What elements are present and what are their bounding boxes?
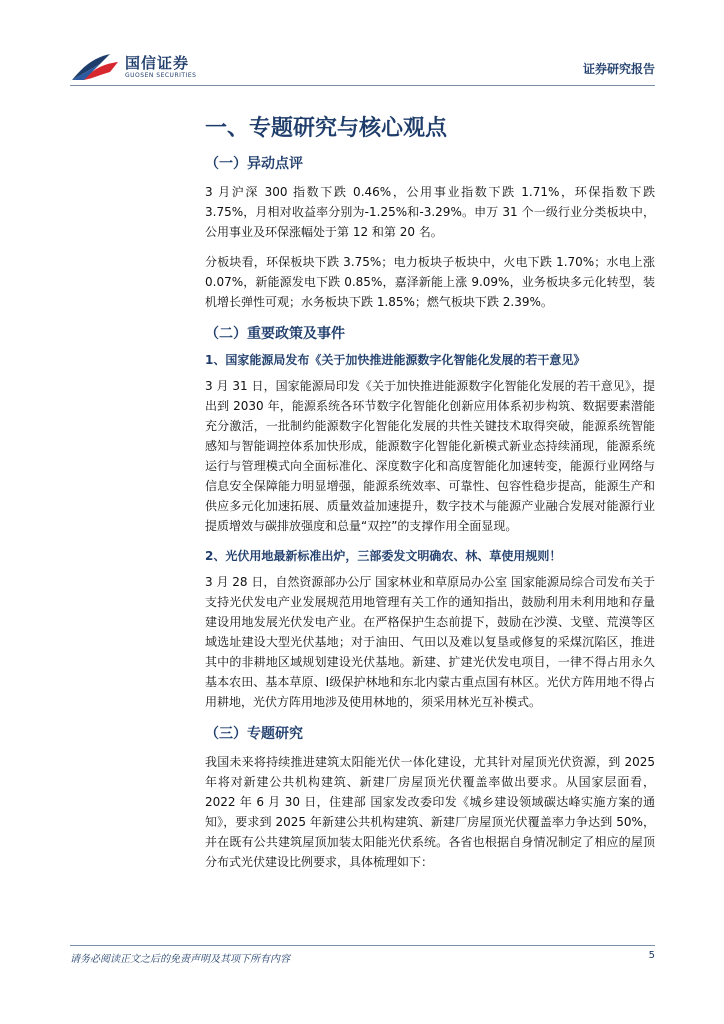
section3-para-1: 我国未来将持续推进建筑太阳能光伏一体化建设，尤其针对屋顶光伏资源，到 2025 年将对新建公共机构建筑、新建厂房屋顶光伏覆盖率做出要求。从国家层面看，2022 年 6 月 30 日，住建部 国家发改委印发《城乡建设领域碳达峰实施方案的通知》，要求到 2025 年新建公共机构建筑、新建厂房屋顶光伏覆盖率力争达到 50%，并在既有公共建筑屋顶加装太阳能光伏系统。各省也根据自身情况制定了相应的屋顶分布式光伏建设比例要求，具体梳理如下： [205,755,655,869]
brand-name-en: GUOSEN SECURITIES [125,72,197,79]
section2-para-1: 3 月 31 日，国家能源局印发《关于加快推进能源数字化智能化发展的若干意见》，提出到 2030 年，能源系统各环节数字化智能化创新应用体系初步构筑、数据要素潜能充分激活，一批制约能源数字化智能化发展的共性关键技术取得突破，能源系统智能感知与智能调控体系加快形成，能源数字化智能化新模式新业态持续涌现，能源系统运行与管理模式向全面标准化、深度数字化和高度智能化加速转变，能源行业网络与信息安全保障能力明显增强，能源系统效率、可靠性、包容性稳步提高，能源生产和供应多元化加速拓展、质量效益加速提升，数字技术与能源产业融合发展对能源行业提质增效与碳排放强度和总量“双控”的支撑作用全面显现。 [205,379,655,533]
guosen-logo [70,50,200,84]
footer-divider [70,945,655,946]
page-number: 5 [648,950,655,961]
section-heading-1: （一）异动点评 [205,156,303,172]
section2-subheading-2: 2、光伏用地最新标准出炉，三部委发文明确农、林、草使用规则！ [205,549,562,563]
disclaimer-text: 请务必阅读正文之后的免责声明及其项下所有内容 [70,954,290,965]
section2-para-2: 3 月 28 日，自然资源部办公厅 国家林业和草原局办公室 国家能源局综合司发布关于支持光伏发电产业发展规范用地管理有关工作的通知指出，鼓励利用未利用地和存量建设用地发展光伏发电产业。在严格保护生态前提下，鼓励在沙漠、戈壁、荒漠等区域选址建设大型光伏基地；对于油田、气田以及难以复垦或修复的采煤沉陷区，推进其中的非耕地区域规划建设光伏基地。新建、扩建光伏发电项目，一律不得占用永久基本农田、基本草原、Ⅰ级保护林地和东北内蒙古重点国有林区。光伏方阵用地不得占用耕地，光伏方阵用地涉及使用林地的，须采用林光互补模式。 [205,575,655,709]
report-type: 证券研究报告 [582,62,655,76]
main-content [205,110,655,882]
brand-name: 国信证券 [125,54,190,72]
section-heading-3: （三）专题研究 [205,726,303,742]
section-heading-2: （二）重要政策及事件 [205,326,345,342]
section2-subheading-1: 1、国家能源局发布《关于加快推进能源数字化智能化发展的若干意见》 [205,353,586,367]
guosen-logo-icon [70,50,120,84]
page-title: 一、专题研究与核心观点 [205,116,448,141]
header-divider [70,85,655,86]
section1-para-1: 3 月沪深 300 指数下跌 0.46%，公用事业指数下跌 1.71%，环保指数下跌 3.75%，月相对收益率分别为-1.25%和-3.29%。申万 31 个一级行业分类板块中，公用事业及环保涨幅处于第 12 和第 20 名。 [205,185,655,239]
section1-para-2: 分板块看，环保板块下跌 3.75%；电力板块子板块中，火电下跌 1.70%；水电上涨 0.07%，新能源发电下跌 0.85%，嘉泽新能上涨 9.09%，业务板块多元化转型，装机增长弹性可观；水务板块下跌 1.85%；燃气板块下跌 2.39%。 [205,255,655,309]
page-header [0,0,724,90]
